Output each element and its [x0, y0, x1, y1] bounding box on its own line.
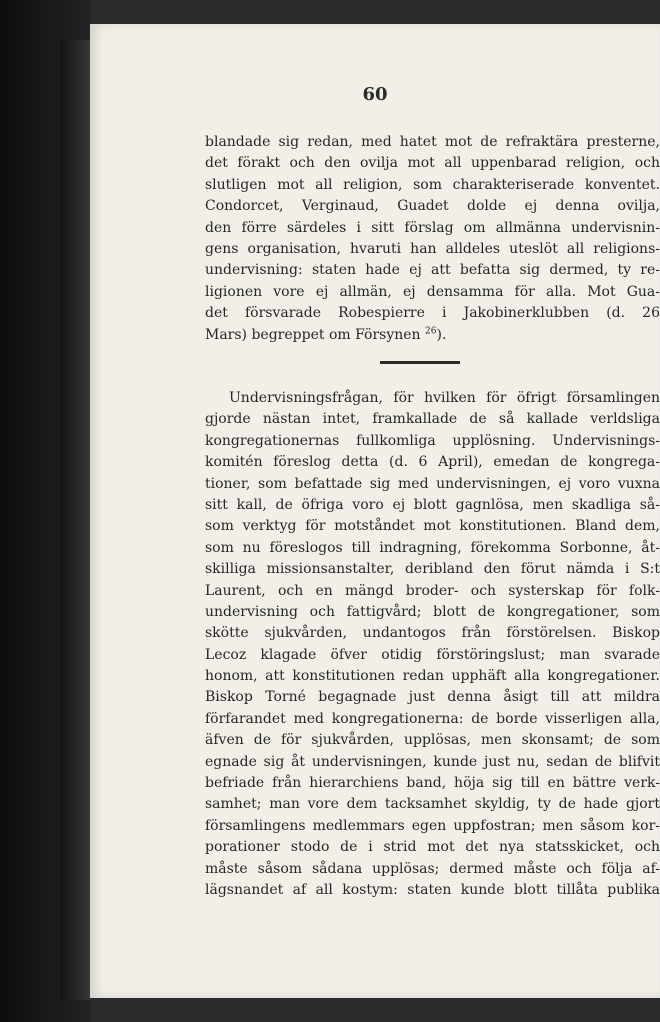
text-line: skötte sjukvården, undantogos från förstörelsen. Biskop [205, 625, 660, 642]
text-line: skilliga missionsanstalter, deribland den förut nämda i S:t [205, 561, 660, 578]
text-line: gjorde nästan intet, framkallade de så kallade verldsliga [205, 411, 660, 428]
text-line: förfarandet med kongregationerna: de borde visserligen alla, [205, 710, 660, 727]
text-line: gens organisation, hvaruti han alldeles uteslöt all religions- [205, 240, 660, 257]
footnote-reference: 26 [425, 325, 437, 336]
text-line: som verktyg för motståndet mot konstitutionen. Bland dem, [205, 518, 660, 535]
text-line: församlingens medlemmars egen uppfostran; men såsom kor- [205, 817, 660, 834]
text-line: kongregationernas fullkomliga upplösning. Undervisnings- [205, 432, 660, 449]
text-line-first: Undervisningsfrågan, för hvilken för öfrigt församlingen [229, 390, 660, 406]
book-page [90, 24, 660, 998]
text-line-content: Mars) begreppet om Försynen [205, 326, 421, 343]
text-line: blandade sig redan, med hatet mot de refraktära presterne, [205, 134, 660, 150]
text-line: porationer stodo de i strid mot det nya statsskicket, och [205, 839, 660, 856]
text-line: Biskop Torné begagnade just denna åsigt till att mildra [205, 689, 660, 706]
section-divider [380, 361, 460, 364]
text-line: komitén föreslog detta (d. 6 April), emedan de kongrega- [205, 454, 660, 471]
text-line: äfven de för sjukvården, upplösas, men skonsamt; de som [205, 732, 660, 749]
text-line: honom, att konstitutionen redan upphäft alla kongregationer. [205, 668, 660, 685]
text-line: måste såsom sådana upplösas; dermed måste och följa af- [205, 860, 660, 877]
text-line: den förre särdeles i sitt förslag om allmänna undervisnin- [205, 219, 660, 236]
text-line: egnade sig åt undervisningen, kunde just nu, sedan de blifvit [205, 753, 660, 770]
text-line: det försvarade Robespierre i Jakobinerklubben (d. 26 [205, 305, 660, 322]
text-line: samhet; man vore dem tacksamhet skyldig, ty de hade gjort [205, 796, 660, 813]
text-line: lägsnandet af all kostym: staten kunde blott tillåta publika [205, 881, 660, 898]
text-line: sitt kall, de öfriga voro ej blott gagnlösa, men skadliga så- [205, 496, 660, 513]
text-line: befriade från hierarchiens band, höja sig till en bättre verk- [205, 775, 660, 792]
text-line: undervisning: staten hade ej att befatta sig dermed, ty re- [205, 262, 660, 279]
book-spine-edge [60, 40, 90, 1000]
text-line: Laurent, och en mängd broder- och systerskap för folk- [205, 582, 660, 599]
text-line: Condorcet, Verginaud, Guadet dolde ej denna ovilja, [205, 198, 660, 215]
text-line: som nu föreslogos till indragning, förekomma Sorbonne, åt- [205, 539, 660, 556]
text-line: det förakt och den ovilja mot all uppenbarad religion, och [205, 155, 660, 172]
sentence-end: ). [436, 326, 447, 343]
text-line: ligionen vore ej allmän, ej densamma för alla. Mot Gua- [205, 283, 660, 300]
page-number: 60 [362, 84, 388, 105]
paragraph-one [205, 132, 660, 346]
text-line-last [205, 325, 660, 346]
text-line: Lecoz klagade öfver otidig förstöringslust; man svarade [205, 646, 660, 663]
text-line: tioner, som befattade sig med undervisningen, ej voro vuxna [205, 475, 660, 492]
paragraph-two [205, 388, 660, 901]
text-line: undervisning och fattigvård; blott de kongregationer, som [205, 603, 660, 620]
text-line: slutligen mot all religion, som charakteriserade konventet. [205, 176, 660, 193]
